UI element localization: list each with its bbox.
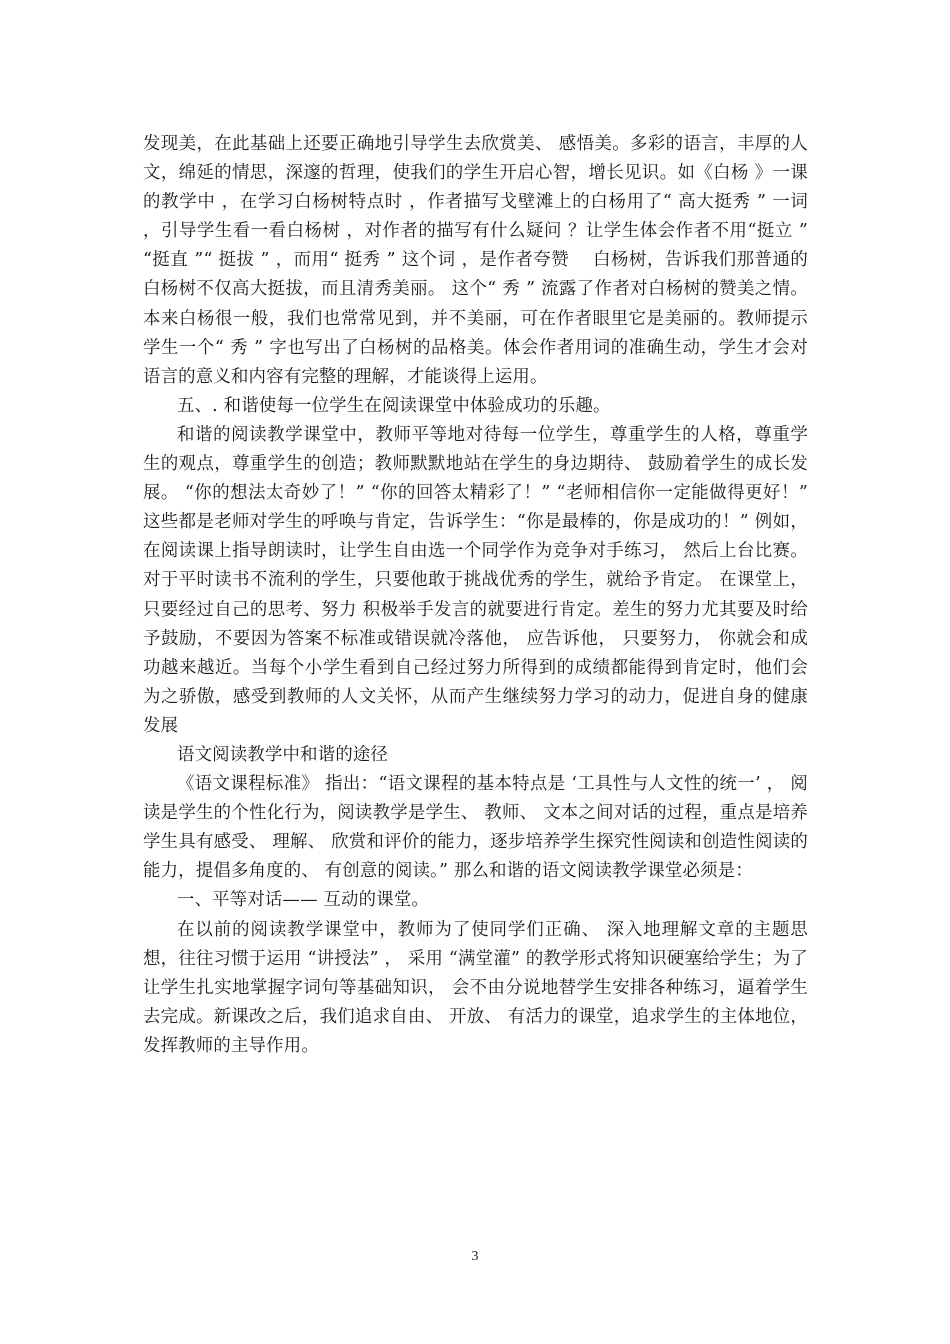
paragraph-curriculum-standard: 《语文课程标准》 指出：“语文课程的基本特点是 ‘工具性与人文性的统一’ ， 阅读是学生的个性化行为，阅读教学是学生、 教师、 文本之间对话的过程，重点是培养学生具有感受、 理解、 欣赏和评价的能力，逐步培养学生探究性阅读和创造性阅读的能力，提倡多角度的、 有创意的阅读。” 那么和谐的语文阅读教学课堂必须是： bbox=[143, 774, 808, 882]
body-text bbox=[143, 130, 808, 1061]
heading-section-five: 五、. 和谐使每一位学生在阅读课堂中体验成功的乐趣。 bbox=[177, 395, 611, 416]
paragraph-equal-dialogue: 在以前的阅读教学课堂中，教师为了使同学们正确、 深入地理解文章的主题思想，往往习惯于运用 “讲授法” ， 采用 “满堂灌” 的教学形式将知识硬塞给学生；为了让学生扎实地掌握字词句等基础知识， 会不由分说地替学生安排各种练习，逼着学生去完成。新课改之后，我们追求自由、 开放、 有活力的课堂，追求学生的主体地位，发挥教师的主导作用。 bbox=[143, 919, 808, 1056]
heading-approach: 语文阅读教学中和谐的途径 bbox=[177, 744, 389, 765]
heading-section-one: 一、平等对话—— 互动的课堂。 bbox=[177, 890, 429, 911]
paragraph-baiyang: 发现美，在此基础上还要正确地引导学生去欣赏美、 感悟美。多彩的语言，丰厚的人文，绵延的情思，深邃的哲理，使我们的学生开启心智，增长见识。如《白杨 》一课的教学中 ，在学习白杨树特点时 ，作者描写戈壁滩上的白杨用了“ 高大挺秀 ” 一词 ，引导学生看一看白杨树 ，对作者的描写有什么疑问 ？让学生体会作者不用“挺立 ” “挺直 ”“ 挺拔 ” ，而用“ 挺秀 ” 这个词 ，是作者夸赞 白杨树，告诉我们那普通的白杨树不仅高大挺拔，而且清秀美丽。 这个“ 秀 ” 流露了作者对白杨树的赞美之情。本来白杨很一般，我们也常常见到，并不美丽，可在作者眼里它是美丽的。教师提示学生一个“ 秀 ” 字也写出了白杨树的品格美。体会作者用词的准确生动，学生才会对语言的意义和内容有完整的理解，才能谈得上运用。 bbox=[143, 134, 808, 387]
paragraph-harmony: 和谐的阅读教学课堂中，教师平等地对待每一位学生，尊重学生的人格，尊重学生的观点，尊重学生的创造；教师默默地站在学生的身边期待、 鼓励着学生的成长发展。 “你的想法太奇妙了！” “你的回答太精彩了！” “老师相信你一定能做得更好！” 这些都是老师对学生的呼唤与肯定，告诉学生：“你是最棒的，你是成功的！” 例如，在阅读课上指导朗读时，让学生自由选一个同学作为竞争对手练习， 然后上台比赛。 对于平时读书不流利的学生，只要他敢于挑战优秀的学生，就给予肯定。 在课堂上，只要经过自己的思考、努力 积极举手发言的就要进行肯定。差生的努力尤其要及时给予鼓励，不要因为答案不标准或错误就冷落他， 应告诉他， 只要努力， 你就会和成功越来越近。当每个小学生看到自己经过努力所得到的成绩都能得到肯定时，他们会为之骄傲，感受到教师的人文关怀，从而产生继续努力学习的动力，促进自身的健康发展 bbox=[143, 424, 808, 736]
page-number: 3 bbox=[471, 1249, 479, 1264]
